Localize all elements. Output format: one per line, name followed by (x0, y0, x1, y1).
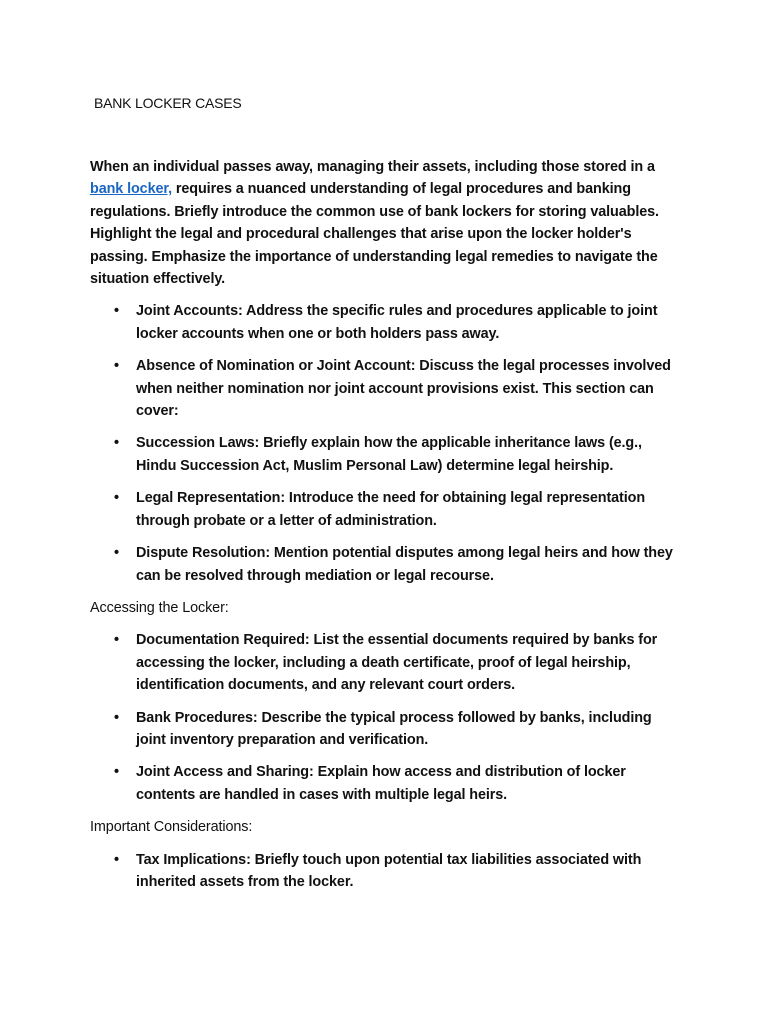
bullet-list-accessing (90, 629, 680, 806)
list-item-text: Absence of Nomination or Joint Account: Discuss the legal processes involved when neither nomination nor joint account provisions exist. This section can cover: (136, 358, 671, 420)
bullet-icon: • (114, 303, 119, 320)
bullet-icon: • (114, 632, 119, 649)
list-item-text: Documentation Required: List the essential documents required by banks for accessing the locker, including a death certificate, proof of legal heirship, identification documents, and any relevant court orders. (136, 632, 658, 694)
list-item (90, 761, 680, 806)
list-item (90, 432, 680, 477)
list-item-text: Dispute Resolution: Mention potential disputes among legal heirs and how they can be resolved through mediation or legal recourse. (136, 545, 673, 584)
bullet-list-overview (90, 300, 680, 586)
section-heading-accessing: Accessing the Locker: (90, 599, 229, 616)
list-item (90, 300, 680, 345)
section-heading-considerations: Important Considerations: (90, 819, 253, 836)
list-item (90, 707, 680, 752)
list-item-text: Legal Representation: Introduce the need for obtaining legal representation through probate or a letter of administration. (136, 490, 646, 529)
list-item-text: Bank Procedures: Describe the typical process followed by banks, including joint inventory preparation and verification. (136, 709, 652, 748)
bullet-icon: • (114, 545, 119, 562)
intro-text-start: When an individual passes away, managing their assets, including those stored in a (90, 159, 655, 175)
list-item (90, 355, 680, 422)
bullet-icon: • (114, 851, 119, 868)
list-item-text: Tax Implications: Briefly touch upon potential tax liabilities associated with inherited assets from the locker. (136, 851, 642, 890)
list-item (90, 487, 680, 532)
intro-paragraph (90, 156, 680, 290)
bullet-icon: • (114, 435, 119, 452)
list-item (90, 629, 680, 696)
document-title: BANK LOCKER CASES (94, 95, 242, 111)
list-item-text: Joint Accounts: Address the specific rules and procedures applicable to joint locker accounts when one or both holders pass away. (136, 303, 658, 342)
bullet-list-considerations (90, 849, 680, 894)
list-item (90, 849, 680, 894)
list-item-text: Succession Laws: Briefly explain how the applicable inheritance laws (e.g., Hindu Succession Act, Muslim Personal Law) determine legal heirship. (136, 435, 642, 474)
list-item-text: Joint Access and Sharing: Explain how access and distribution of locker contents are handled in cases with multiple legal heirs. (136, 764, 626, 803)
bullet-icon: • (114, 490, 119, 507)
bullet-icon: • (114, 358, 119, 375)
bullet-icon: • (114, 764, 119, 781)
bank-locker-link[interactable]: bank locker, (90, 181, 172, 198)
list-item (90, 542, 680, 587)
intro-text-end: requires a nuanced understanding of legal procedures and banking regulations. Briefly introduce the common use of bank lockers for storing valuables. Highlight the legal and procedural challenges that arise upon the locker holder's passing. Emphasize the importance of understanding legal remedies to navigate the situation effectively. (90, 181, 659, 288)
bullet-icon: • (114, 709, 119, 726)
